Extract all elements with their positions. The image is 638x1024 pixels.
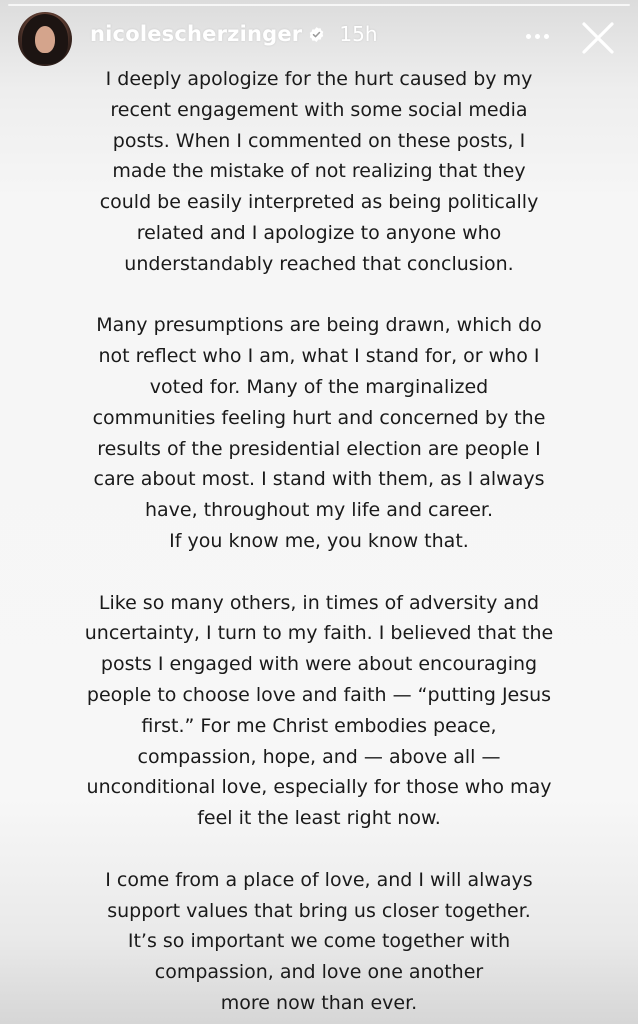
more-dot [526,34,531,39]
story-paragraph-1: I deeply apologize for the hurt caused by my recent engagement with some social media posts. When I commented on these posts, I made the mistake of not realizing that they could be easily interpreted as being politically related and I apologize to anyone who understandably reached that conclusion. [99,68,539,275]
story-progress-bar [8,4,630,6]
more-dot [544,34,549,39]
avatar-face [35,26,55,53]
close-icon[interactable] [578,18,618,58]
story-paragraph-3: Like so many others, in times of adversity and uncertainty, I turn to my faith. I believed that the posts I engaged with were about encouraging people to choose love and faith — “putting Jesus first.” For me Christ embodies peace, compassion, hope, and — above all — unconditional love, especially for those who may feel it the least right now. [84,591,554,830]
story-paragraph-2: Many presumptions are being drawn, which do not reflect who I am, what I stand for, or who I voted for. Many of the marginalized communities feeling hurt and concerned by the results of the presidential election are people I care about most. I stand with them, as I always have, throughout my life and career. If you know me, you know that. [92,314,546,552]
story-text-body [0,64,638,1019]
story-header [18,12,624,64]
username-row [90,22,378,46]
post-timestamp: 15h [339,22,378,46]
verified-badge-icon [308,26,325,43]
avatar[interactable] [18,12,72,66]
more-dot [535,34,540,39]
story-paragraph-4: I come from a place of love, and I will always support values that bring us closer together. It’s so important we come together with compassion, and love one another more now than ever. [105,868,533,1014]
username[interactable]: nicolescherzinger [90,22,303,46]
more-options-icon[interactable] [520,24,554,48]
